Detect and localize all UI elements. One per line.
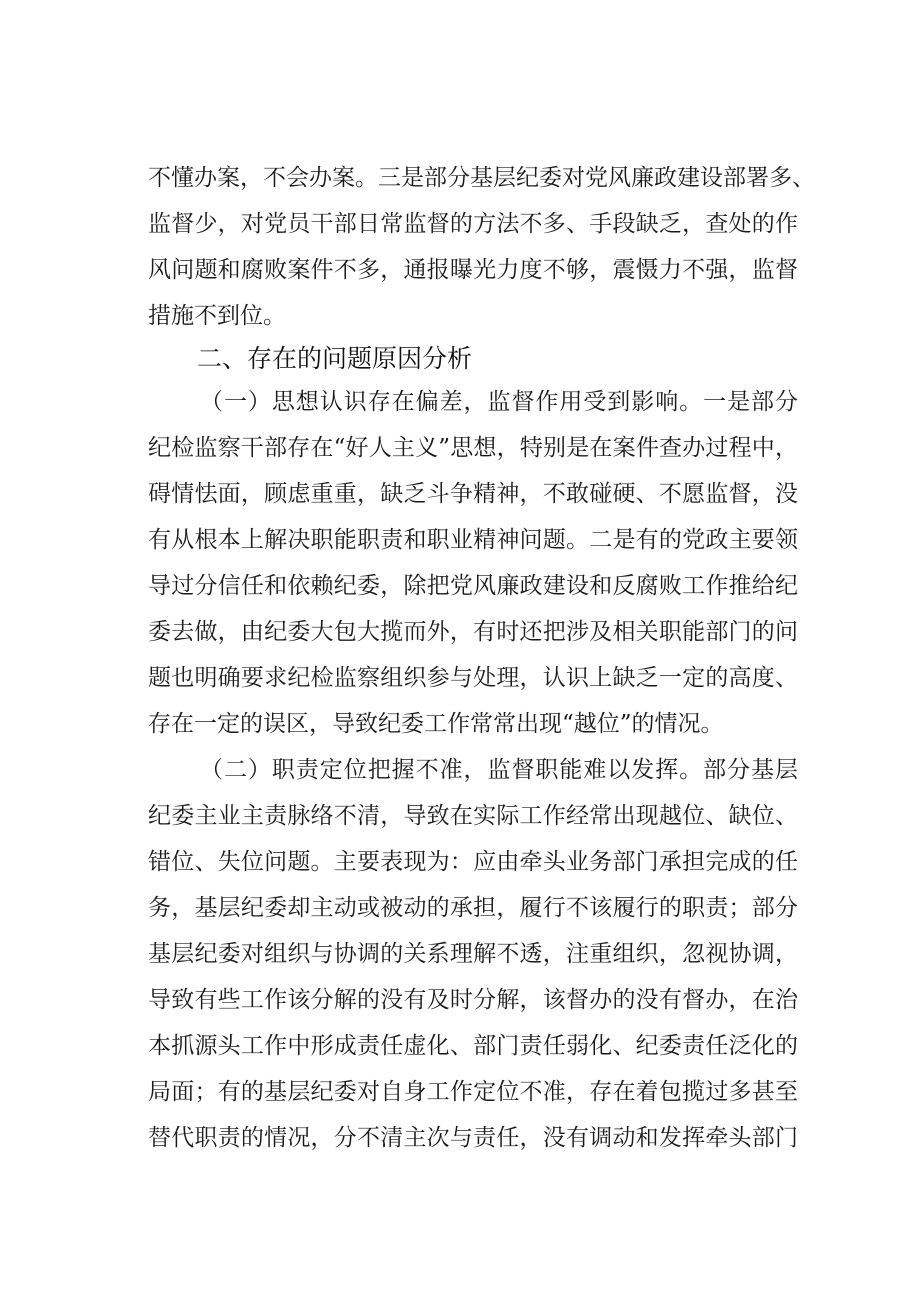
paragraph-3-line-8: 局面；有的基层纪委对自身工作定位不准，存在着包揽过多甚至 (148, 1079, 798, 1105)
paragraph-1-line-1: 不懂办案，不会办案。三是部分基层纪委对党风廉政建设部署多、 (148, 165, 815, 191)
paragraph-2-line-8: 存在一定的误区，导致纪委工作常常出现“越位”的情况。 (148, 711, 724, 737)
paragraph-3-line-9: 替代职责的情况，分不清主次与责任，没有调动和发挥牵头部门 (148, 1125, 798, 1151)
paragraph-2-line-1: （一）思想认识存在偏差，监督作用受到影响。一是部分 (200, 389, 798, 415)
paragraph-3-line-1: （二）职责定位把握不准，监督职能难以发挥。部分基层 (200, 757, 798, 783)
paragraph-3-line-5: 基层纪委对组织与协调的关系理解不透，注重组织，忽视协调， (148, 941, 798, 967)
paragraph-2-line-3: 碍情怯面，顾虑重重，缺乏斗争精神，不敢碰硬、不愿监督，没 (148, 481, 798, 507)
paragraph-2-line-7: 题也明确要求纪检监察组织参与处理，认识上缺乏一定的高度、 (148, 665, 798, 691)
section-heading: 二、存在的问题原因分析 (197, 344, 473, 373)
paragraph-3-line-3: 错位、失位问题。主要表现为：应由牵头业务部门承担完成的任 (148, 849, 798, 875)
paragraph-1-line-3: 风问题和腐败案件不多，通报曝光力度不够，震慑力不强，监督 (148, 257, 798, 283)
paragraph-3-line-2: 纪委主业主责脉络不清，导致在实际工作经常出现越位、缺位、 (148, 803, 798, 829)
paragraph-3-line-4: 务，基层纪委却主动或被动的承担，履行不该履行的职责；部分 (148, 895, 798, 921)
paragraph-3-line-7: 本抓源头工作中形成责任虚化、部门责任弱化、纪委责任泛化的 (148, 1033, 798, 1059)
paragraph-2-line-5: 导过分信任和依赖纪委，除把党风廉政建设和反腐败工作推给纪 (148, 573, 798, 599)
paragraph-2-line-4: 有从根本上解决职能职责和职业精神问题。二是有的党政主要领 (148, 527, 798, 553)
paragraph-1-line-4: 措施不到位。 (148, 303, 286, 329)
paragraph-2-line-2: 纪检监察干部存在“好人主义”思想，特别是在案件查办过程中， (148, 435, 798, 461)
paragraph-2-line-6: 委去做，由纪委大包大揽而外，有时还把涉及相关职能部门的问 (148, 619, 798, 645)
paragraph-3-line-6: 导致有些工作该分解的没有及时分解，该督办的没有督办，在治 (148, 987, 798, 1013)
paragraph-1-line-2: 监督少，对党员干部日常监督的方法不多、手段缺乏，查处的作 (148, 211, 798, 237)
